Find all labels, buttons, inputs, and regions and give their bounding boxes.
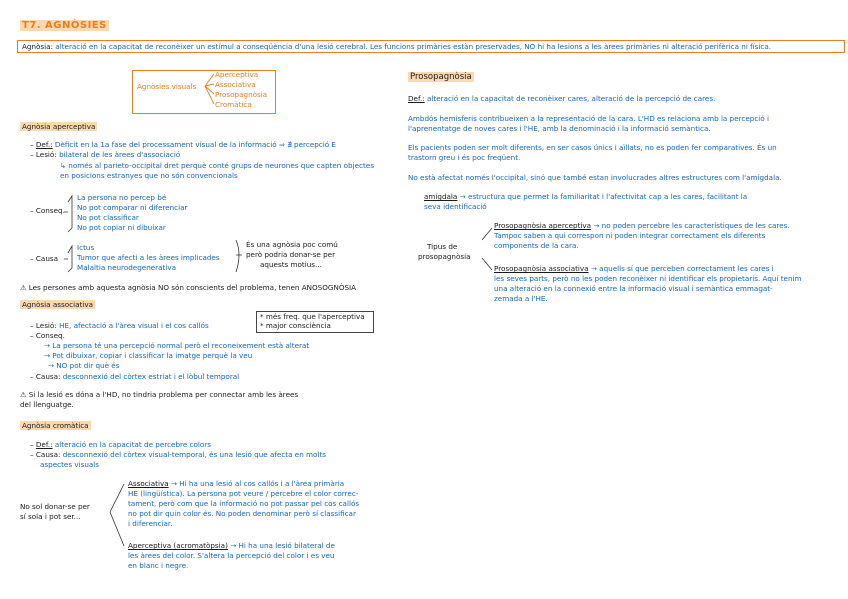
aperc-cause-3: Malaltia neurodegenerativa (77, 263, 177, 272)
type-prosopagnosia: Prosopagnòsia (215, 90, 268, 99)
aperc-cause-note-3: aquests motius... (260, 260, 322, 269)
aperc-cause-label: – Causa (30, 254, 59, 263)
assoc-note-1: * més freq. que l'aperceptiva (260, 312, 365, 321)
aperc-warning: ⚠ Les persones amb aquesta agnòsia NO són conscients del problema, tenen ANOSOGNÒSIA (20, 283, 357, 292)
aperc-conseq-1: La persona no percep bé (77, 193, 167, 202)
heading-associativa: Agnòsia associativa (22, 300, 93, 309)
chrom-cause: – Causa: desconnexió del còrtex visual-temporal, és una lesió que afecta en molts (30, 450, 327, 459)
proso-types-label-1: Tipus de (427, 242, 458, 251)
proso-amyg-2: seva identificació (424, 202, 487, 211)
chrom-aperc-3: en blanc i negre. (128, 561, 189, 570)
proso-assoc-2: les seves parts, però no les poden reconèixer ni identificar els propietaris. Aquí tenim (494, 274, 802, 283)
types-root: Agnòsies visuals (137, 82, 197, 91)
proso-aperc-1: Prosopagnòsia aperceptiva → no poden percebre les característiques de les cares. (494, 221, 790, 230)
definition-box (17, 40, 845, 53)
chrom-assoc-3: tament, però com que la informació no pot passar pel cos callós (128, 499, 360, 508)
heading-aperceptiva: Agnòsia aperceptiva (22, 122, 96, 131)
assoc-warning-2: del llenguatge. (20, 400, 74, 409)
heading-cromatica: Agnòsia cromàtica (22, 421, 89, 430)
assoc-conseq-2: → Pot dibuixar, copiar i classificar la imatge perquè la veu (44, 351, 253, 360)
chrom-cause-2: aspectes visuals (40, 460, 100, 469)
aperc-conseq-3: No pot classificar (77, 213, 139, 222)
proso-p2-1: Els pacients poden ser molt diferents, en ser casos únics i aïllats, no es poden fer comparatives. És un (408, 143, 777, 152)
heading-prosopagnosia: Prosopagnòsia (410, 72, 472, 82)
proso-p1-1: Ambdós hemisferis contribueixen a la representació de la cara. L'HD es relaciona amb la percepció i (408, 114, 769, 123)
proso-aperc-2: Tampoc saben a qui correspon ni poden integrar correctament els diferents (494, 231, 766, 240)
chrom-aperc-2: les àrees del color. S'altera la percepció del color i es veu (128, 551, 335, 560)
assoc-conseq-label: – Conseq. (30, 331, 65, 340)
page-title: T7. AGNÒSIES (22, 20, 107, 31)
aperc-cause-1: Ictus (77, 243, 95, 252)
definition-term: Agnòsia: (22, 42, 53, 51)
chrom-assoc-5: i diferenciar. (128, 519, 173, 528)
assoc-conseq-3: → NO pot dir què és (48, 361, 120, 370)
proso-p3: No està afectat només l'occipital, sinó que també estan involucrades altres estructures com l'amígdala. (408, 173, 782, 182)
type-aperceptiva: Aperceptiva (215, 70, 259, 79)
chrom-left-note-1: No sol donar-se per (20, 502, 90, 511)
assoc-warning-1: ⚠ Si la lesió es dóna a l'HD, no tindria problema per connectar amb les àrees (20, 390, 299, 399)
aperc-cause-2: Tumor que afecti a les àrees implicades (77, 253, 220, 262)
chrom-def: – Def.: alteració en la capacitat de percebre colors (30, 440, 211, 449)
proso-assoc-1: Prosopagnòsia associativa → aquells sí que perceben correctament les cares i (494, 264, 774, 273)
assoc-conseq-1: → La persona té una percepció normal però el reconeixement està alterat (44, 341, 310, 350)
chrom-assoc-2: HE (lingüística). La persona pot veure / percebre el color correc- (128, 489, 359, 498)
aperc-lesion: – Lesió: bilateral de les àrees d'associació (30, 150, 181, 159)
aperc-conseq-label: – Conseq. (30, 206, 65, 215)
aperc-def: – Def.: Dèficit en la 1a fase del processament visual de la informació ⇒ ∄ percepció E (30, 140, 336, 149)
definition-text: alteració en la capacitat de reconèixer un estímul a conseqüència d'una lesió cerebral. Les funcions primàries estàn preservades, NO hi ha lesions a les àrees primàries ni alteració perifèrica ni física. (55, 42, 772, 51)
assoc-note-box (256, 311, 374, 333)
aperc-cause-note-1: És una agnòsia poc comú (246, 240, 338, 249)
chrom-left-note-2: sí sola i pot ser... (20, 512, 81, 521)
proso-p1-2: l'aprenentatge de noves cares i l'HE, amb la denominació i la informació semàntica. (408, 124, 711, 133)
proso-amyg-1: amígdala → estructura que permet la familiaritat i l'afectivitat cap a les cares, facilitant la (424, 192, 748, 201)
proso-p2-2: trastorn greu i és poc freqüent. (408, 153, 521, 162)
aperc-cause-note-2: però podria donar-se per (246, 250, 336, 259)
proso-assoc-4: zemada a l'HE. (494, 294, 548, 303)
aperc-conseq-2: No pot comparar ni diferenciar (77, 203, 188, 212)
type-cromatica: Cromàtica (215, 100, 252, 109)
chrom-assoc-4: no pot dir quin color és. No poden denominar però sí classificar (128, 509, 356, 518)
proso-aperc-3: components de la cara. (494, 241, 579, 250)
type-associativa: Associativa (215, 80, 256, 89)
chrom-aperc-1: Aperceptiva (acromatòpsia) → Hi ha una lesió bilateral de (128, 541, 335, 550)
proso-assoc-3: una alteració en la connexió entre la informació visual i semàntica emmagat- (494, 284, 773, 293)
assoc-note-2: * major consciència (260, 321, 331, 331)
chrom-assoc-1: Associativa → Hi ha una lesió al cos callós i a l'àrea primària (128, 479, 345, 488)
proso-types-label-2: prosopagnòsia (418, 252, 471, 261)
assoc-cause: – Causa: desconnexió del còrtex estriat i el lòbul temporal (30, 372, 240, 381)
aperc-conseq-4: No pot copiar ni dibuixar (77, 223, 166, 232)
proso-def: Def.: alteració en la capacitat de reconèixer cares, alteració de la percepció de cares. (408, 94, 716, 103)
aperc-lesion-sub2: en posicions estranyes que no són convencionals (60, 171, 238, 180)
assoc-lesion: – Lesió: HE, afectació a l'àrea visual i el cos callós (30, 321, 209, 330)
aperc-lesion-sub1: ↳ només al parieto-occipital dret perquè conté grups de neurones que capten objectes (60, 161, 374, 170)
